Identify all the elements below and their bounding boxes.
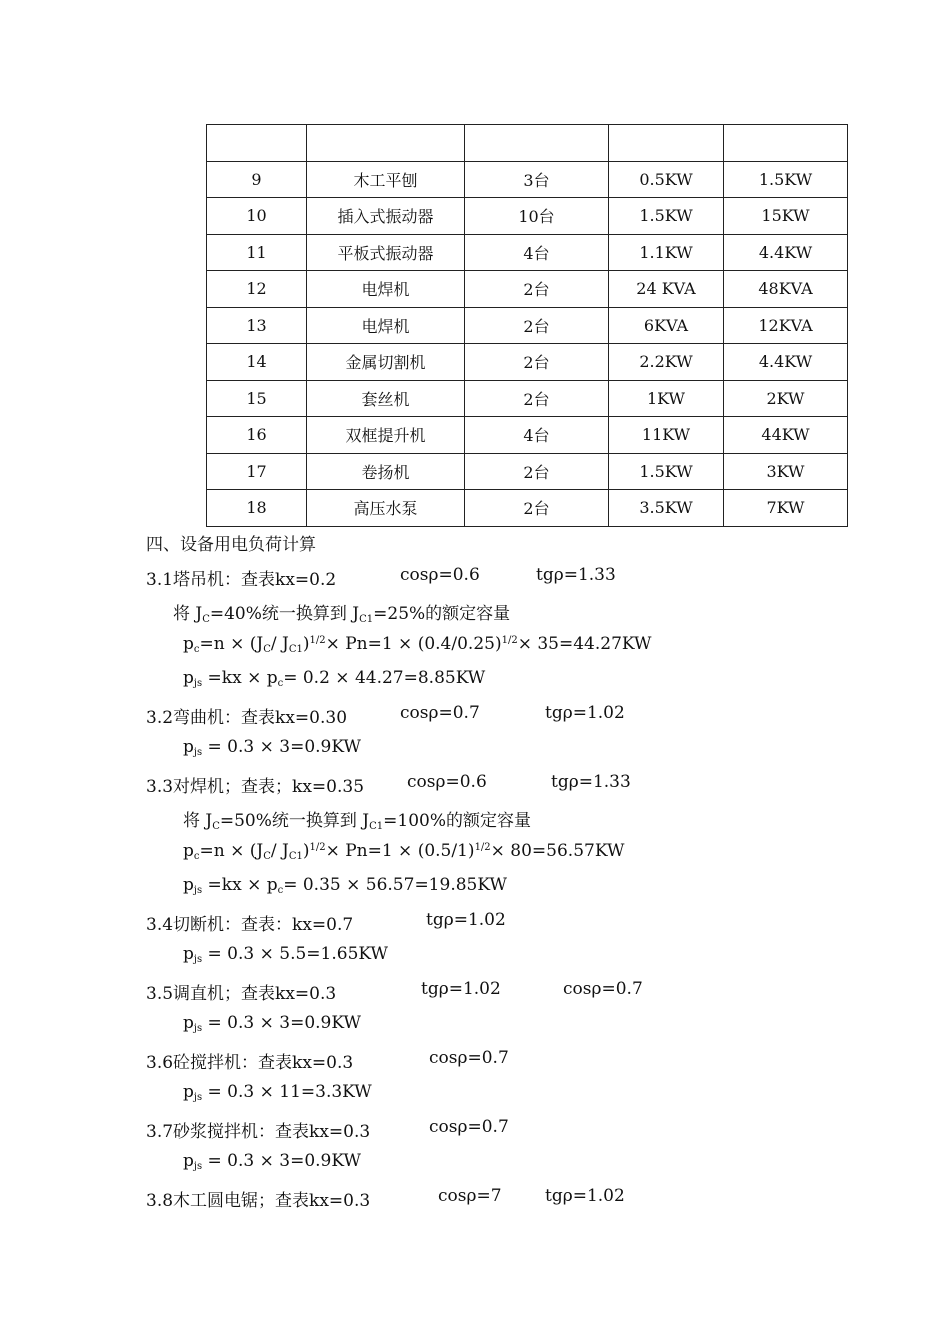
equipment-table — [206, 124, 848, 527]
s36-cos: cosρ=0.7 — [429, 1048, 509, 1068]
s36-formula: $p_{js} = 0.3 \times 11=3.3KW$ — [183, 1082, 372, 1103]
cell-index: 10 — [207, 198, 307, 235]
s31-conversion: 将 $J_C=40\%$统一换算到 $J_{C1}=25\%$的额定容量 — [173, 604, 511, 625]
cell-total-power: 44KW — [724, 417, 848, 454]
cell-unit-power: 1KW — [609, 380, 724, 417]
s38-cos: cosρ=7 — [438, 1186, 502, 1206]
table-row — [207, 344, 848, 381]
equipment-table-body — [207, 125, 848, 527]
table-row — [207, 380, 848, 417]
cell-quantity: 10台 — [465, 198, 609, 235]
cell-quantity: 2台 — [465, 307, 609, 344]
s32-head: 3.2弯曲机：查表kx=0.30 — [146, 708, 348, 728]
cell-unit-power: 1.1KW — [609, 234, 724, 271]
s35-tg: tgρ=1.02 — [421, 979, 501, 999]
cell-quantity: 2台 — [465, 271, 609, 308]
s34-head: 3.4切断机：查表：kx=0.7 — [146, 915, 354, 935]
s36-head: 3.6砼搅拌机：查表kx=0.3 — [146, 1053, 354, 1073]
s33-head: 3.3对焊机；查表；kx=0.35 — [146, 777, 365, 797]
cell-unit-power: 2.2KW — [609, 344, 724, 381]
s31-cos: cosρ=0.6 — [400, 565, 480, 585]
cell-name — [307, 125, 465, 162]
cell-index: 17 — [207, 453, 307, 490]
s33-formula-pjs: $p_{js} =kx \times p_c= 0.35 \times 56.57=19.85KW$ — [183, 875, 507, 896]
s37-formula: $p_{js} = 0.3 \times 3=0.9KW$ — [183, 1151, 361, 1172]
cell-index: 11 — [207, 234, 307, 271]
s32-tg: tgρ=1.02 — [545, 703, 625, 723]
cell-total-power — [724, 125, 848, 162]
cell-quantity: 2台 — [465, 380, 609, 417]
s33-cos: cosρ=0.6 — [407, 772, 487, 792]
cell-total-power: 4.4KW — [724, 344, 848, 381]
cell-quantity: 3台 — [465, 161, 609, 198]
s33-conversion: 将 $J_C=50\%$统一换算到 $J_{C1}=100\%$的额定容量 — [183, 811, 531, 832]
cell-unit-power: 11KW — [609, 417, 724, 454]
cell-name: 金属切割机 — [307, 344, 465, 381]
s31-formula-pjs: $p_{js} =kx \times p_c= 0.2 \times 44.27=8.85KW$ — [183, 668, 486, 689]
cell-index: 12 — [207, 271, 307, 308]
table-row — [207, 453, 848, 490]
s33-formula-pc: $p_c=n \times (J_C/$ $J_{C1})^{1/2}\times Pn=1 \times (0.5/1)^{1/2}\times 80=56.57KW$ — [183, 841, 625, 862]
cell-name: 插入式振动器 — [307, 198, 465, 235]
table-row — [207, 161, 848, 198]
cell-name: 套丝机 — [307, 380, 465, 417]
cell-index: 9 — [207, 161, 307, 198]
s35-cos: cosρ=0.7 — [563, 979, 643, 999]
s38-head: 3.8木工圆电锯；查表kx=0.3 — [146, 1191, 371, 1211]
s38-tg: tgρ=1.02 — [545, 1186, 625, 1206]
table-row — [207, 125, 848, 162]
s31-formula-pc: $p_c=n \times (J_C/$ $J_{C1})^{1/2}\times Pn=1 \times (0.4/0.25)^{1/2}\times 35=44.27KW$ — [183, 634, 652, 655]
cell-name: 电焊机 — [307, 307, 465, 344]
cell-index — [207, 125, 307, 162]
cell-unit-power — [609, 125, 724, 162]
table-row — [207, 271, 848, 308]
cell-unit-power: 1.5KW — [609, 453, 724, 490]
cell-unit-power: 3.5KW — [609, 490, 724, 527]
cell-quantity: 2台 — [465, 490, 609, 527]
s37-cos: cosρ=0.7 — [429, 1117, 509, 1137]
cell-name: 电焊机 — [307, 271, 465, 308]
cell-index: 18 — [207, 490, 307, 527]
cell-unit-power: 0.5KW — [609, 161, 724, 198]
table-row — [207, 307, 848, 344]
cell-index: 16 — [207, 417, 307, 454]
cell-total-power: 7KW — [724, 490, 848, 527]
s34-formula: $p_{js} = 0.3 \times 5.5=1.65KW$ — [183, 944, 388, 965]
cell-name: 双框提升机 — [307, 417, 465, 454]
s32-formula: $p_{js} = 0.3 \times 3=0.9KW$ — [183, 737, 361, 758]
table-row — [207, 234, 848, 271]
cell-total-power: 15KW — [724, 198, 848, 235]
cell-quantity: 4台 — [465, 234, 609, 271]
table-row — [207, 417, 848, 454]
cell-index: 13 — [207, 307, 307, 344]
s35-head: 3.5调直机；查表kx=0.3 — [146, 984, 337, 1004]
cell-quantity — [465, 125, 609, 162]
cell-name: 木工平刨 — [307, 161, 465, 198]
cell-total-power: 2KW — [724, 380, 848, 417]
s35-formula: $p_{js} = 0.3 \times 3=0.9KW$ — [183, 1013, 361, 1034]
cell-index: 14 — [207, 344, 307, 381]
table-row — [207, 198, 848, 235]
s32-cos: cosρ=0.7 — [400, 703, 480, 723]
cell-total-power: 4.4KW — [724, 234, 848, 271]
cell-unit-power: 24 KVA — [609, 271, 724, 308]
cell-quantity: 2台 — [465, 453, 609, 490]
s31-head: 3.1塔吊机：查表kx=0.2 — [146, 570, 337, 590]
cell-index: 15 — [207, 380, 307, 417]
s31-tg: tgρ=1.33 — [536, 565, 616, 585]
cell-unit-power: 6KVA — [609, 307, 724, 344]
cell-total-power: 3KW — [724, 453, 848, 490]
cell-unit-power: 1.5KW — [609, 198, 724, 235]
s33-tg: tgρ=1.33 — [551, 772, 631, 792]
cell-total-power: 1.5KW — [724, 161, 848, 198]
cell-total-power: 12KVA — [724, 307, 848, 344]
table-row — [207, 490, 848, 527]
cell-quantity: 2台 — [465, 344, 609, 381]
cell-name: 平板式振动器 — [307, 234, 465, 271]
section-title: 四、设备用电负荷计算 — [146, 535, 316, 555]
cell-name: 高压水泵 — [307, 490, 465, 527]
cell-name: 卷扬机 — [307, 453, 465, 490]
cell-quantity: 4台 — [465, 417, 609, 454]
cell-total-power: 48KVA — [724, 271, 848, 308]
s37-head: 3.7砂浆搅拌机：查表kx=0.3 — [146, 1122, 371, 1142]
s34-tg: tgρ=1.02 — [426, 910, 506, 930]
